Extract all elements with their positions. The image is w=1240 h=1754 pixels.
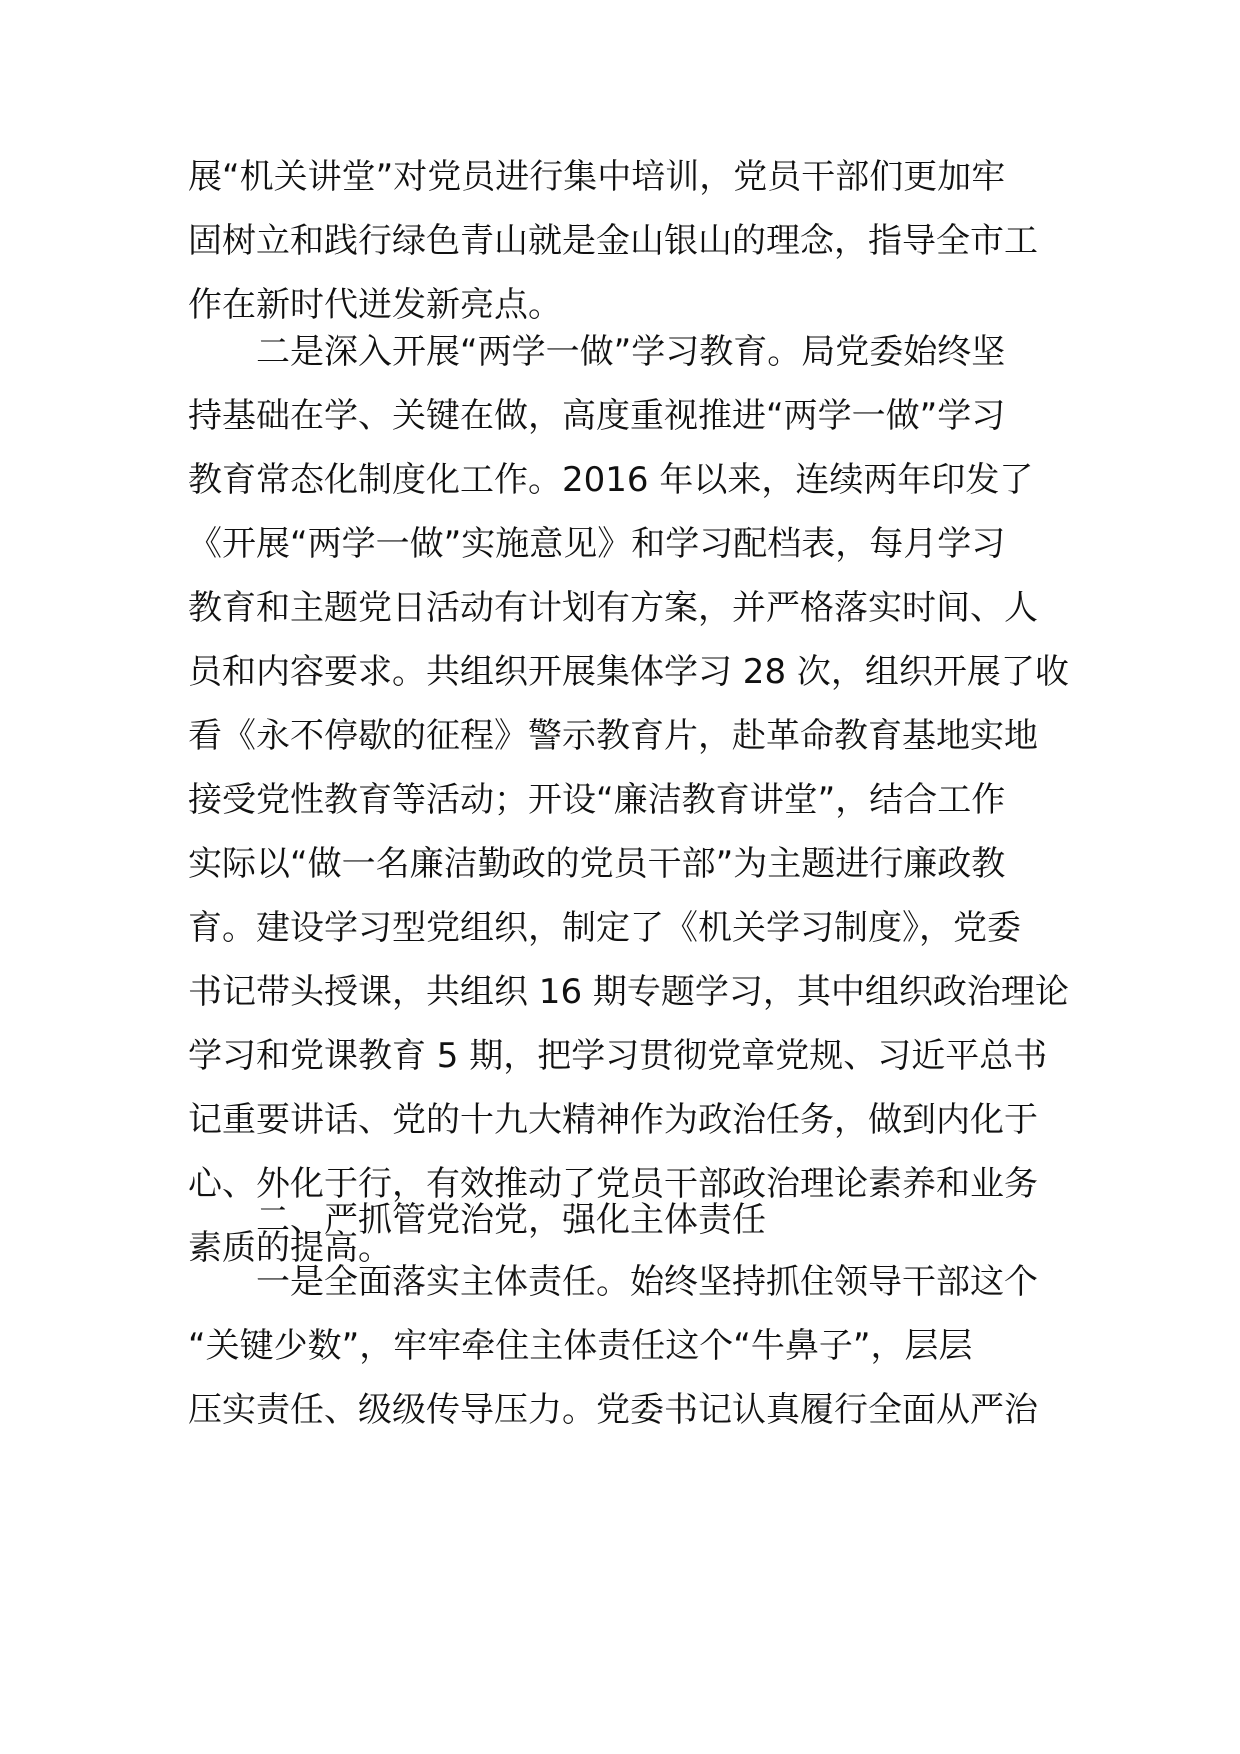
paragraph-3 <box>188 1250 1058 1442</box>
text-line: 《开展“两学一做”实施意见》和学习配档表，每月学习 <box>188 524 1006 564</box>
heading-text: 二、严抓管党治党，强化主体责任 <box>256 1200 766 1240</box>
text-line: 固树立和践行绿色青山就是金山银山的理念，指导全市工 <box>188 221 1038 261</box>
text-line: 看《永不停歇的征程》警示教育片，赴革命教育基地实地 <box>188 716 1038 756</box>
text-line: 作在新时代迸发新亮点。 <box>188 285 562 325</box>
text-line: 展“机关讲堂”对党员进行集中培训，党员干部们更加牢 <box>188 157 1006 197</box>
text-line: 员和内容要求。共组织开展集体学习 28 次，组织开展了收 <box>188 652 1069 692</box>
text-line: 压实责任、级级传导压力。党委书记认真履行全面从严治 <box>188 1390 1038 1430</box>
text-line: 学习和党课教育 5 期，把学习贯彻党章党规、习近平总书 <box>188 1036 1048 1076</box>
text-line: “关键少数”，牢牢牵住主体责任这个“牛鼻子”，层层 <box>188 1326 973 1366</box>
text-line: 育。建设学习型党组织，制定了《机关学习制度》，党委 <box>188 908 1021 948</box>
text-line: 素质的提高。 <box>188 1228 392 1268</box>
text-line: 教育和主题党日活动有计划有方案，并严格落实时间、人 <box>188 588 1038 628</box>
text-line: 教育常态化制度化工作。2016 年以来，连续两年印发了 <box>188 460 1034 500</box>
text-line: 持基础在学、关键在做，高度重视推进“两学一做”学习 <box>188 396 1006 436</box>
text-line: 实际以“做一名廉洁勤政的党员干部”为主题进行廉政教 <box>188 844 1006 884</box>
text-line: 一是全面落实主体责任。始终坚持抓住领导干部这个 <box>256 1262 1038 1302</box>
text-line: 心、外化于行，有效推动了党员干部政治理论素养和业务 <box>188 1164 1038 1204</box>
text-line: 接受党性教育等活动；开设“廉洁教育讲堂”，结合工作 <box>188 780 1006 820</box>
paragraph-2 <box>188 320 1069 1280</box>
text-line: 记重要讲话、党的十九大精神作为政治任务，做到内化于 <box>188 1100 1038 1140</box>
text-line: 书记带头授课，共组织 16 期专题学习，其中组织政治理论 <box>188 972 1069 1012</box>
paragraph-1 <box>188 145 1058 337</box>
text-line: 二是深入开展“两学一做”学习教育。局党委始终坚 <box>256 332 1006 372</box>
section-heading <box>188 1188 1058 1252</box>
